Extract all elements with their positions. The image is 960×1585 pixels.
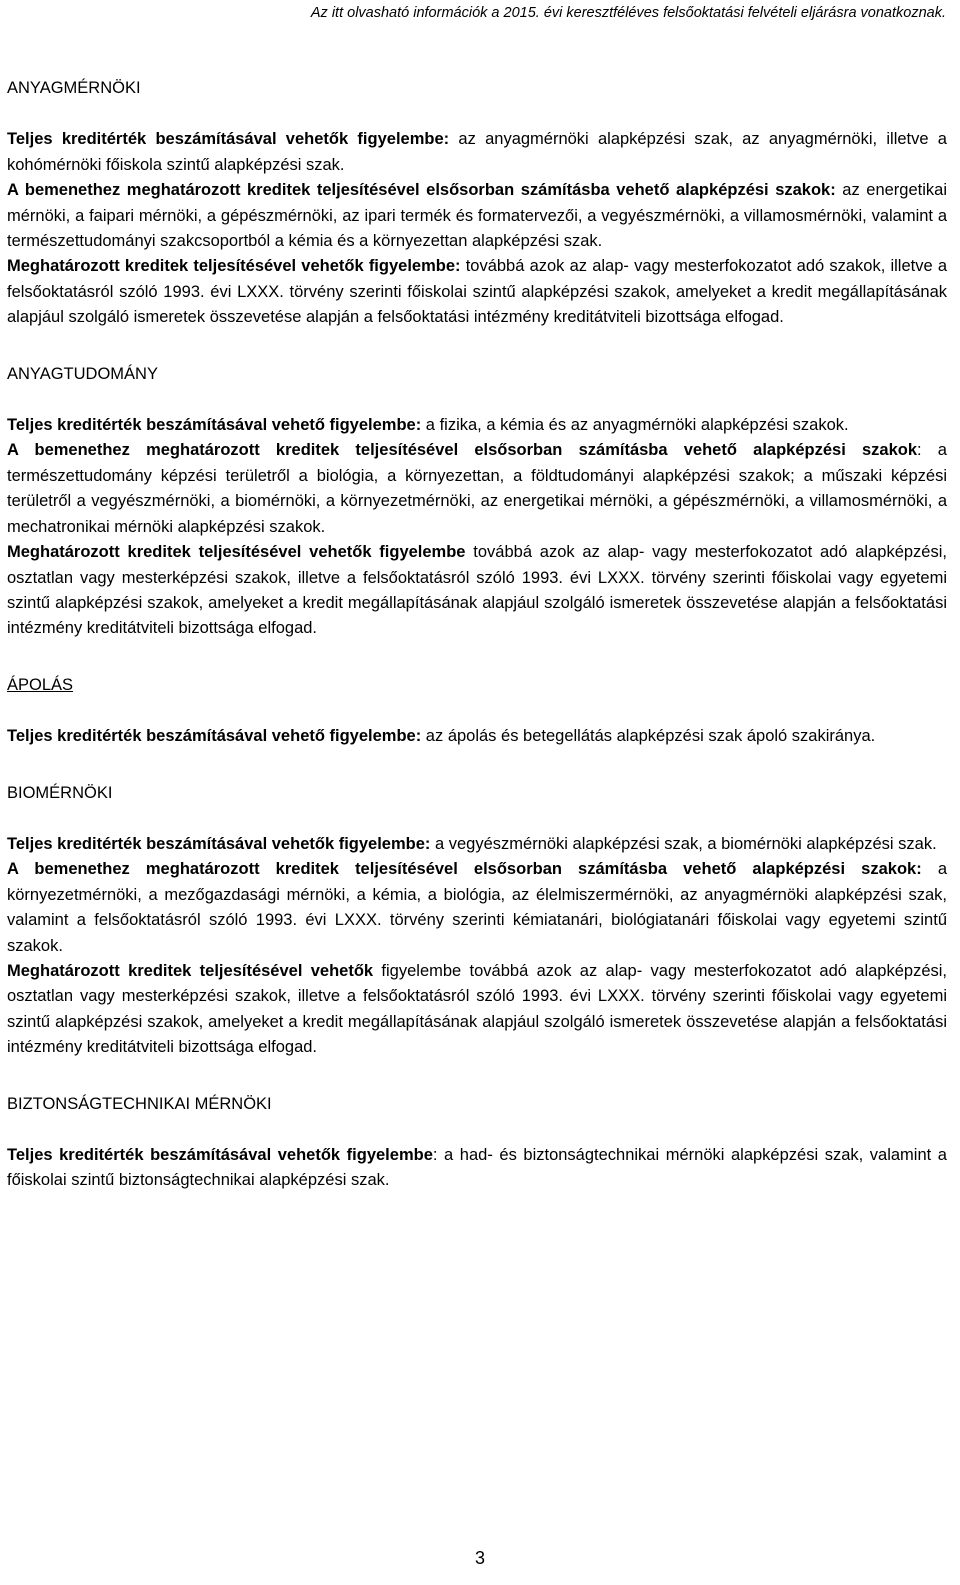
- section-title: BIZTONSÁGTECHNIKAI MÉRNÖKI: [7, 1094, 272, 1113]
- paragraph-lead: A bemenethez meghatározott kreditek teljesítésével elsősorban számításba vehető alapképzési szakok:: [7, 860, 922, 879]
- section-title: BIOMÉRNÖKI: [7, 783, 113, 802]
- paragraph: [7, 413, 947, 438]
- section-biomernoki: [7, 781, 947, 1061]
- paragraph-text: az energetikai mérnöki, a faipari mérnöki, a gépészmérnöki, az ipari termék és formatervezői, a vegyészmérnöki, a villamosmérnöki, valamint a természettudományi szakcsoportból a kémia és a környezettan alapképzési szak.: [7, 181, 947, 251]
- paragraph-lead: A bemenethez meghatározott kreditek teljesítésével elsősorban számításba vehető alapképzési szakok: [7, 441, 918, 460]
- paragraph: [7, 724, 947, 749]
- paragraph-text: a fizika, a kémia és az anyagmérnöki alapképzési szakok.: [421, 416, 849, 435]
- section-title: ÁPOLÁS: [7, 675, 74, 694]
- paragraph: [7, 832, 947, 857]
- paragraph-lead: A bemenethez meghatározott kreditek teljesítésével elsősorban számításba vehető alapképzési szakok:: [7, 181, 836, 200]
- paragraph: [7, 178, 947, 254]
- paragraph: [7, 1143, 947, 1194]
- paragraph-text: : a természettudomány képzési területről a biológia, a környezettan, a földtudományi alapképzési szakok; a műszaki képzési területről a vegyészmérnöki, a biomérnöki, a környezetmérnöki, az energetikai mérnöki, a gépészmérnöki, a villamosmérnöki, a mechatronikai mérnöki alapképzési szakok.: [7, 441, 947, 536]
- section-title: ANYAGTUDOMÁNY: [7, 364, 158, 383]
- paragraph-text: : a had- és biztonságtechnikai mérnöki alapképzési szak, valamint a főiskolai szintű biztonságtechnikai alapképzési szak.: [7, 1146, 947, 1190]
- section-anyagmernoki: [7, 76, 947, 331]
- paragraph-text: a vegyészmérnöki alapképzési szak, a biomérnöki alapképzési szak.: [430, 834, 937, 853]
- paragraph-lead: Teljes kreditérték beszámításával vehető figyelembe:: [7, 727, 422, 746]
- paragraph-text: továbbá azok az alap- vagy mesterfokozatot adó alapképzési, osztatlan vagy mesterképzési szakok, illetve a felsőoktatásról szóló 1993. évi LXXX. törvény szerinti főiskolai vagy egyetemi szintű alapképzési szakok, amelyeket a kredit megállapításának alapjául szolgáló ismeretek összevetése alapján a felsőoktatási intézmény kreditátviteli bizottsága elfogad.: [7, 543, 947, 638]
- section-biztonsagtechnikai-mernoki: [7, 1092, 947, 1194]
- section-apolas: [7, 673, 947, 750]
- document-body: [7, 76, 947, 1194]
- paragraph-text: továbbá azok az alap- vagy mesterfokozatot adó szakok, illetve a felsőoktatásról szóló 1993. évi LXXX. törvény szerinti főiskolai szintű alapképzési szakok, amelyeket a kredit megállapításának alapjául szolgáló ismeretek összevetése alapján a felsőoktatási intézmény kreditátviteli bizottsága elfogad.: [7, 257, 947, 327]
- paragraph-lead: Meghatározott kreditek teljesítésével vehetők: [7, 961, 374, 980]
- page-number: 3: [474, 1548, 485, 1568]
- paragraph: [7, 540, 947, 642]
- paragraph-lead: Teljes kreditérték beszámításával vehetők figyelembe:: [7, 834, 431, 853]
- paragraph-text: az anyagmérnöki alapképzési szak, az anyagmérnöki, illetve a kohómérnöki főiskola szintű alapképzési szak.: [7, 130, 947, 174]
- paragraph-lead: Meghatározott kreditek teljesítésével vehetők figyelembe: [7, 543, 466, 562]
- paragraph-lead: Teljes kreditérték beszámításával vehető figyelembe:: [7, 416, 422, 435]
- paragraph: [7, 857, 947, 959]
- paragraph: [7, 254, 947, 330]
- paragraph-lead: Meghatározott kreditek teljesítésével vehetők figyelembe:: [7, 257, 461, 276]
- paragraph: [7, 438, 947, 540]
- paragraph-text: figyelembe továbbá azok az alap- vagy mesterfokozatot adó alapképzési, osztatlan vagy mesterképzési szakok, illetve a felsőoktatásról szóló 1993. évi LXXX. törvény szerinti főiskolai vagy egyetemi szintű alapképzési szakok, amelyeket a kredit megállapításának alapjául szolgáló ismeretek összevetése alapján a felsőoktatási intézmény kreditátviteli bizottsága elfogad.: [7, 961, 947, 1057]
- section-title: ANYAGMÉRNÖKI: [7, 79, 141, 97]
- paragraph-text: az ápolás és betegellátás alapképzési szak ápoló szakiránya.: [421, 727, 876, 746]
- paragraph-lead: Teljes kreditérték beszámításával vehetők figyelembe: [7, 1146, 433, 1164]
- paragraph: [7, 959, 947, 1061]
- paragraph-text: a környezetmérnöki, a mezőgazdasági mérnöki, a kémia, a biológia, az élelmiszermérnöki, az anyagmérnöki alapképzési szak, valamint a felsőoktatásról szóló 1993. évi LXXX. törvény szerinti kémiatanári, biológiatanári főiskolai vagy egyetemi szintű szakok.: [7, 860, 947, 955]
- paragraph-lead: Teljes kreditérték beszámításával vehetők figyelembe:: [7, 130, 450, 149]
- paragraph: [7, 127, 947, 178]
- section-anyagtudomany: [7, 362, 947, 642]
- page-header-notice: Az itt olvasható információk a 2015. évi keresztféléves felsőoktatási felvételi eljárásra vonatkoznak.: [310, 5, 946, 21]
